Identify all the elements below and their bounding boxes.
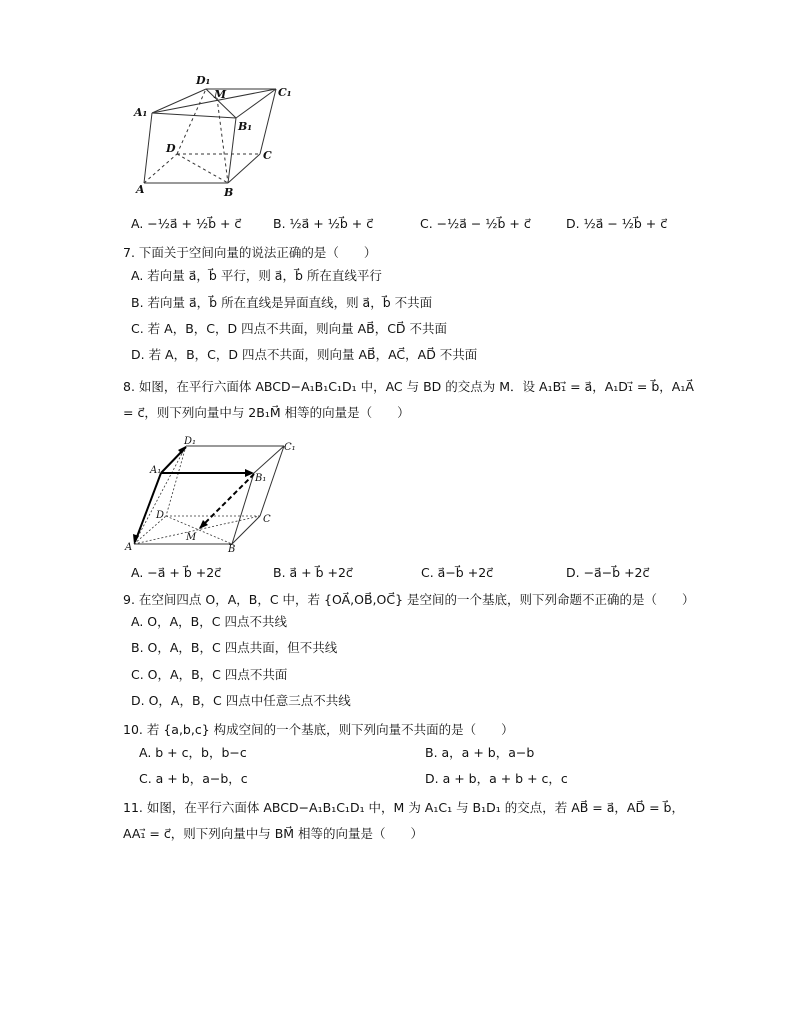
q8-option-c: C. a⃗−b⃗ +2c⃗ [421, 565, 494, 580]
q6-option-b: B. ½a⃗ + ½b⃗ + c⃗ [273, 216, 374, 231]
q6-option-d: D. ½a⃗ − ½b⃗ + c⃗ [566, 216, 668, 231]
q10-stem: 10. 若 {a,b,c} 构成空间的一个基底，则下列向量不共面的是（ ） [123, 722, 514, 737]
fig1-label-c1: C₁ [278, 86, 292, 99]
q10-option-a: A. b + c，b，b−c [139, 745, 247, 760]
q7-option-d: D. 若 A，B，C，D 四点不共面，则向量 AB⃗，AC⃗，AD⃗ 不共面 [131, 347, 478, 362]
fig2-label-d1: D₁ [184, 436, 197, 447]
fig2-label-a: A [125, 542, 133, 553]
q8-stem-line2: = c⃗，则下列向量中与 2B₁M⃗ 相等的向量是（ ） [123, 405, 410, 420]
q8-option-d: D. −a⃗−b⃗ +2c⃗ [566, 565, 650, 580]
figure-parallelepiped-2 [124, 436, 304, 556]
q9-stem: 9. 在空间四点 O，A，B，C 中，若 {OA⃗,OB⃗,OC⃗} 是空间的一个基底，则下列命题不正确的是（ ） [123, 592, 695, 607]
fig1-label-b1: B₁ [238, 120, 253, 133]
q11-stem-line2: AA₁⃗ = c⃗，则下列向量中与 BM⃗ 相等的向量是（ ） [123, 826, 424, 841]
fig1-label-c: C [263, 149, 272, 162]
q9-option-d: D. O，A，B，C 四点中任意三点不共线 [131, 693, 351, 708]
fig1-label-a: A [136, 183, 145, 196]
fig1-label-m: M [214, 88, 227, 101]
q8-stem-line1: 8. 如图，在平行六面体 ABCD−A₁B₁C₁D₁ 中，AC 与 BD 的交点为 M．设 A₁B₁⃗ = a⃗，A₁D₁⃗ = b⃗，A₁A⃗ [123, 379, 694, 394]
q10-option-d: D. a + b，a + b + c，c [425, 771, 568, 786]
fig2-label-c: C [263, 514, 271, 525]
q9-option-a: A. O，A，B，C 四点不共线 [131, 614, 287, 629]
q6-option-c: C. −½a⃗ − ½b⃗ + c⃗ [420, 216, 531, 231]
q8-option-a: A. −a⃗ + b⃗ +2c⃗ [131, 565, 222, 580]
q10-option-b: B. a，a + b，a−b [425, 745, 535, 760]
fig1-label-d1: D₁ [196, 74, 211, 87]
q9-option-b: B. O，A，B，C 四点共面，但不共线 [131, 640, 338, 655]
q9-option-c: C. O，A，B，C 四点不共面 [131, 667, 288, 682]
figure-parallelepiped-1 [132, 70, 302, 200]
q10-option-c: C. a + b，a−b，c [139, 771, 248, 786]
fig2-label-a1: A₁ [150, 465, 162, 476]
fig2-label-d: D [156, 510, 165, 521]
q7-option-b: B. 若向量 a⃗，b⃗ 所在直线是异面直线，则 a⃗，b⃗ 不共面 [131, 295, 433, 310]
fig1-label-b: B [224, 186, 234, 199]
fig1-label-d: D [166, 142, 176, 155]
fig1-label-a1: A₁ [134, 106, 148, 119]
q7-option-c: C. 若 A，B，C，D 四点不共面，则向量 AB⃗，CD⃗ 不共面 [131, 321, 448, 336]
fig2-label-b: B [228, 544, 236, 555]
q7-option-a: A. 若向量 a⃗，b⃗ 平行，则 a⃗，b⃗ 所在直线平行 [131, 268, 382, 283]
fig2-label-b1: B₁ [255, 473, 267, 484]
q7-stem: 7. 下面关于空间向量的说法正确的是（ ） [123, 245, 377, 260]
q11-stem-line1: 11. 如图，在平行六面体 ABCD−A₁B₁C₁D₁ 中，M 为 A₁C₁ 与 B₁D₁ 的交点，若 AB⃗ = a⃗，AD⃗ = b⃗， [123, 800, 684, 815]
q8-option-b: B. a⃗ + b⃗ +2c⃗ [273, 565, 353, 580]
q6-option-a: A. −½a⃗ + ½b⃗ + c⃗ [131, 216, 242, 231]
fig2-label-c1: C₁ [284, 442, 296, 453]
fig2-label-m: M [186, 532, 197, 543]
